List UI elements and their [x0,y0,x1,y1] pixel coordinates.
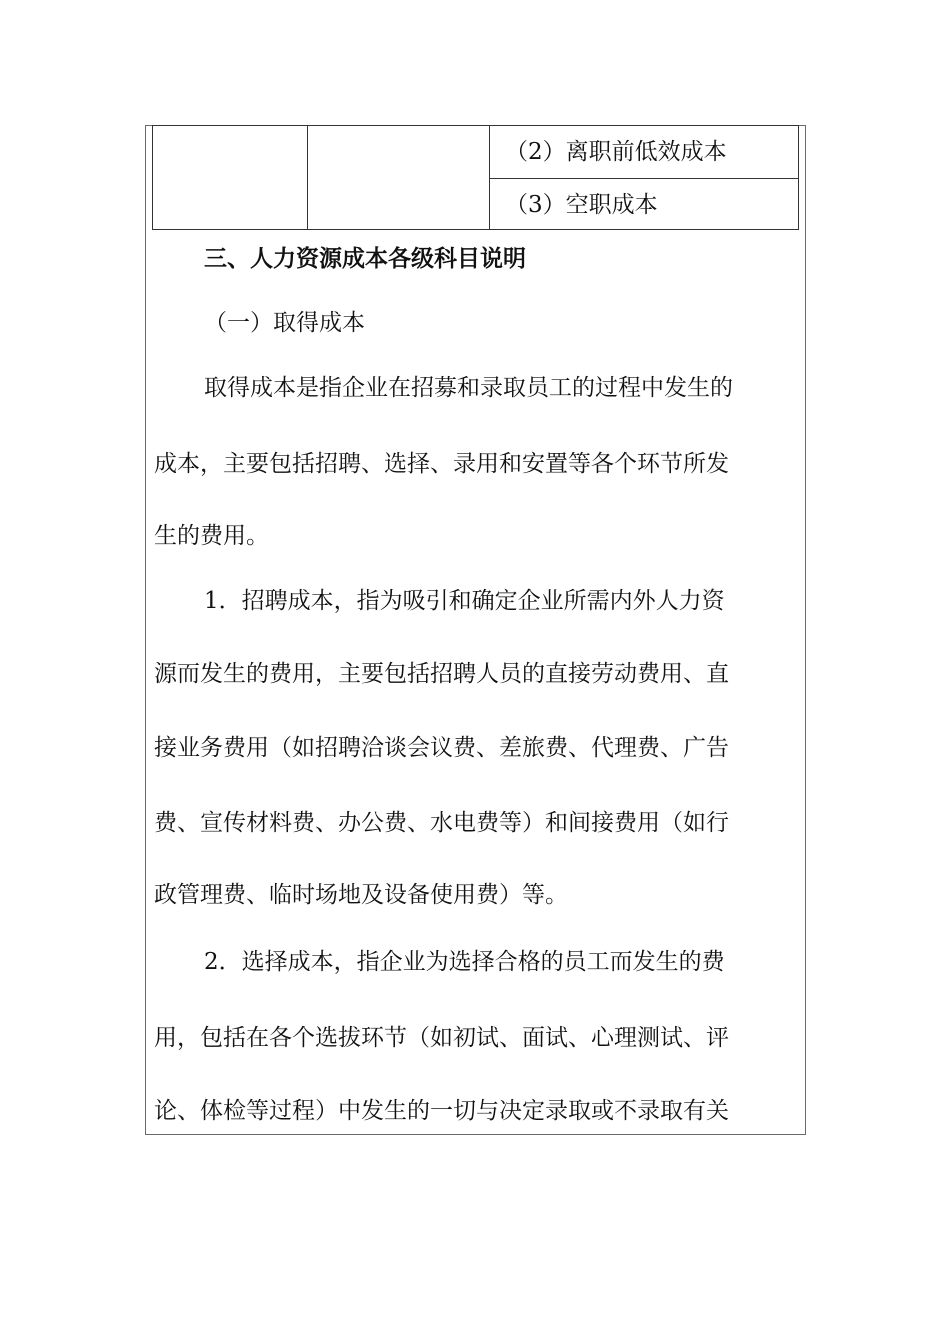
paragraph-line: 2．选择成本，指企业为选择合格的员工而发生的费 [204,949,725,975]
paragraph-line: 接业务费用（如招聘洽谈会议费、差旅费、代理费、广告 [154,735,729,761]
paragraph-line: 成本，主要包括招聘、选择、录用和安置等各个环节所发 [154,451,729,477]
table-cell: （2）离职前低效成本 [505,139,727,165]
cost-table [152,125,799,230]
table-column-divider [307,126,308,229]
paragraph-line: 论、体检等过程）中发生的一切与决定录取或不录取有关 [154,1098,729,1124]
paragraph-line: 生的费用。 [154,523,269,549]
paragraph-line: 源而发生的费用，主要包括招聘人员的直接劳动费用、直 [154,661,729,687]
page-frame [145,125,806,1135]
table-cell: （3）空职成本 [505,192,658,218]
paragraph-line: 1．招聘成本，指为吸引和确定企业所需内外人力资 [204,588,725,614]
section-heading: 三、人力资源成本各级科目说明 [204,245,526,272]
paragraph-line: 政管理费、临时场地及设备使用费）等。 [154,882,568,908]
sub-heading: （一）取得成本 [204,310,365,336]
table-row-divider [489,178,798,179]
paragraph-line: 费、宣传材料费、办公费、水电费等）和间接费用（如行 [154,810,729,836]
paragraph-line: 用，包括在各个选拔环节（如初试、面试、心理测试、评 [154,1025,729,1051]
paragraph-line: 取得成本是指企业在招募和录取员工的过程中发生的 [204,375,733,401]
